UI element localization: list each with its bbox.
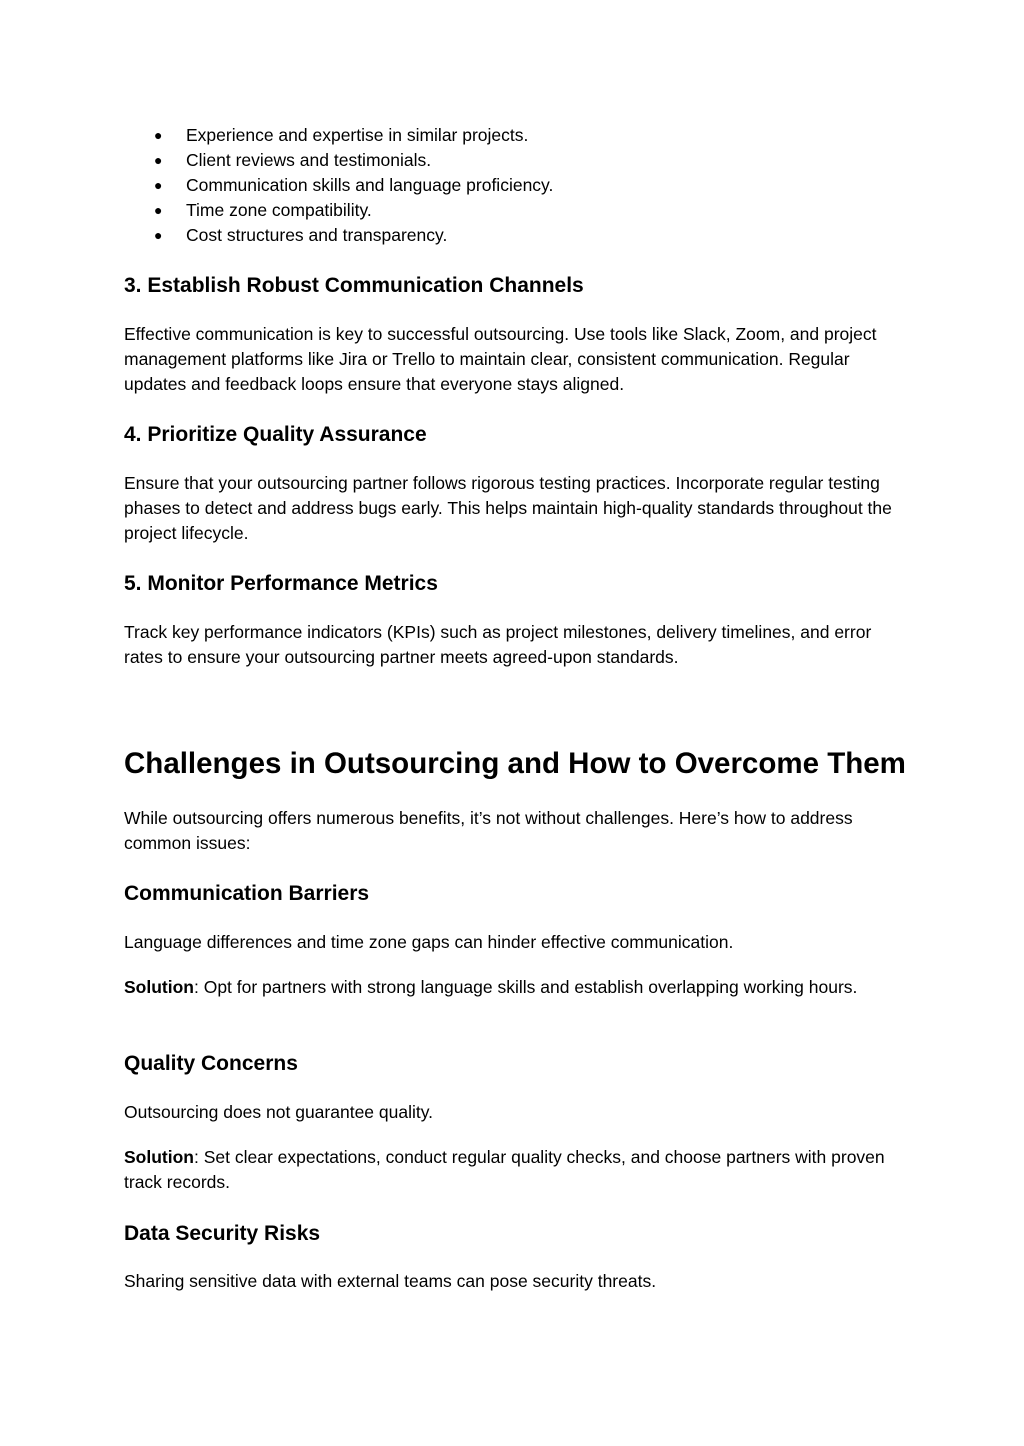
quality-concerns-body: Outsourcing does not guarantee quality. [124,1102,434,1122]
quality-concerns-solution [124,1145,914,1195]
communication-barriers-solution [124,975,914,1000]
section-5-heading: 5. Monitor Performance Metrics [124,572,438,595]
list-item [154,123,894,148]
list-item-text: Experience and expertise in similar projects. [186,125,529,145]
section-3-heading: 3. Establish Robust Communication Channels [124,274,584,297]
bullet-icon: ● [154,227,163,243]
criteria-bullet-list [154,123,894,248]
challenges-intro: While outsourcing offers numerous benefits, it’s not without challenges. Here’s how to address common issues: [124,808,853,853]
list-item-text: Time zone compatibility. [186,200,372,220]
communication-barriers-heading: Communication Barriers [124,882,370,905]
list-item-text: Communication skills and language proficiency. [186,175,554,195]
bullet-icon: ● [154,202,163,218]
list-item-text: Client reviews and testimonials. [186,150,432,170]
data-security-heading: Data Security Risks [124,1222,321,1245]
list-item [154,198,894,223]
list-item [154,223,894,248]
solution-text: : Set clear expectations, conduct regular quality checks, and choose partners with proven track records. [124,1147,885,1192]
communication-barriers-body: Language differences and time zone gaps can hinder effective communication. [124,932,734,952]
bullet-icon: ● [154,177,163,193]
solution-label: Solution [124,977,194,997]
section-4-heading: 4. Prioritize Quality Assurance [124,423,427,446]
challenges-title: Challenges in Outsourcing and How to Overcome Them [124,747,906,780]
bullet-icon: ● [154,127,163,143]
list-item [154,173,894,198]
section-3-body: Effective communication is key to successful outsourcing. Use tools like Slack, Zoom, and project management platforms like Jira or Trello to maintain clear, consistent communication. Regular updates and feedback loops ensure that everyone stays aligned. [124,324,877,394]
data-security-body: Sharing sensitive data with external teams can pose security threats. [124,1271,657,1291]
list-item [154,148,894,173]
section-5-body: Track key performance indicators (KPIs) such as project milestones, delivery timelines, and error rates to ensure your outsourcing partner meets agreed-upon standards. [124,622,872,667]
solution-label: Solution [124,1147,194,1167]
bullet-icon: ● [154,152,163,168]
list-item-text: Cost structures and transparency. [186,225,448,245]
section-4-body: Ensure that your outsourcing partner follows rigorous testing practices. Incorporate regular testing phases to detect and address bugs early. This helps maintain high-quality standards throughout the project lifecycle. [124,473,892,543]
quality-concerns-heading: Quality Concerns [124,1052,298,1075]
solution-text: : Opt for partners with strong language skills and establish overlapping working hours. [193,977,858,997]
